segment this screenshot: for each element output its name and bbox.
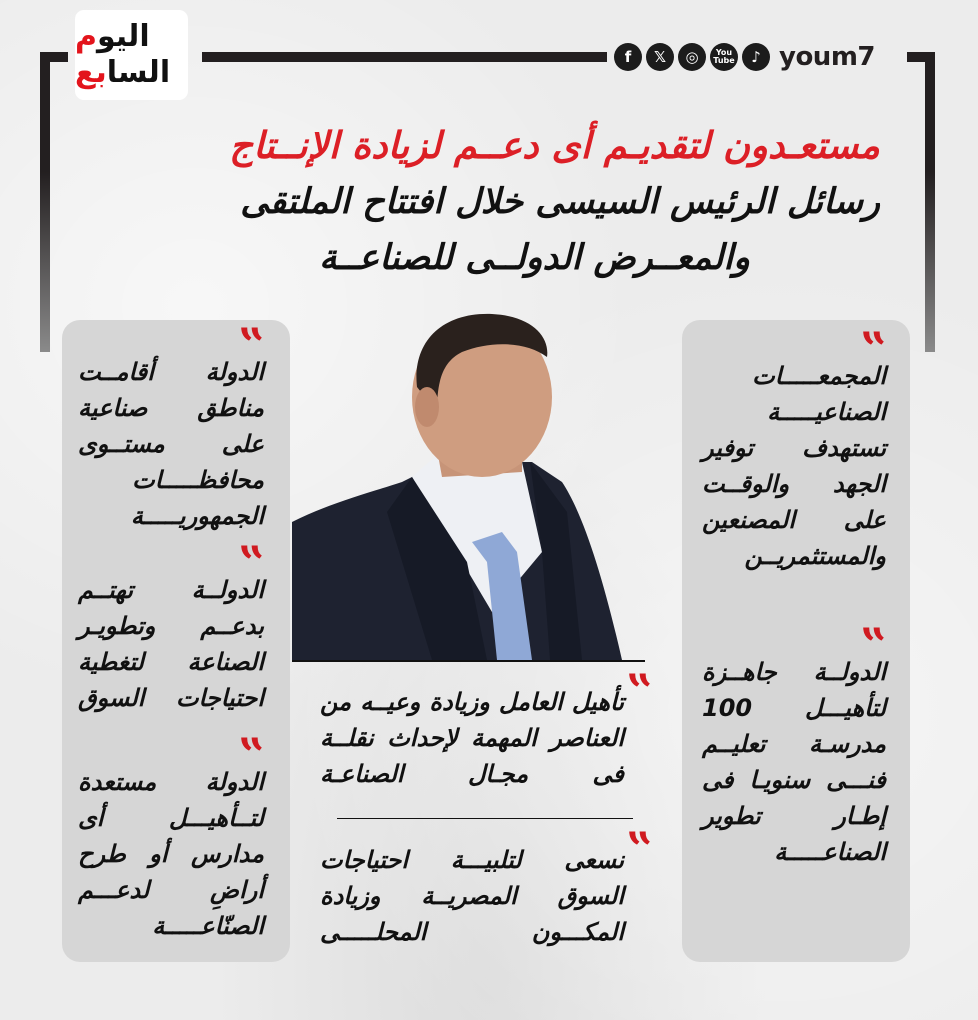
quote-mark-icon: ”	[241, 318, 264, 372]
left-quote-3	[78, 728, 264, 944]
right-quote-2	[702, 618, 886, 870]
quote-mark-icon: ”	[863, 618, 886, 672]
photo-baseline	[292, 660, 645, 662]
facebook-icon[interactable]: f	[614, 43, 642, 71]
quote-text: الدولــة جاهــزة لتأهيـــل 100 مدرسـة تعليــم فنـــى سنويـا فى إطـار تطوير الصناعـــــة	[702, 658, 886, 866]
quote-text: الدولة أقامــت مناطق صناعية على مستــوى محافظـــــات الجمهوريـــــة	[78, 358, 264, 530]
quote-mark-icon: ”	[629, 822, 652, 876]
youm7-logo[interactable]	[75, 10, 188, 100]
right-quote-1	[702, 322, 886, 574]
youtube-icon-bottom: Tube	[713, 56, 735, 65]
left-quote-2	[78, 536, 264, 716]
headline-line-2: والمعــرض الدولــى للصناعــة	[319, 238, 750, 278]
left-quote-1	[78, 318, 264, 534]
quote-text: الدولة مستعدة لتــأهيـــل أى مدارس أو طرح أراضِ لدعـــم الصنّاعـــــة	[78, 768, 264, 940]
quote-mark-icon: ”	[241, 728, 264, 782]
frame-right-line	[925, 52, 935, 352]
quote-text: تأهيل العامل وزيادة وعيــه من العناصر المهمة لإحداث نقلــة فى مجـال الصناعـة	[320, 688, 624, 788]
site-name[interactable]: youm7	[779, 42, 876, 72]
youtube-icon[interactable]	[710, 43, 738, 71]
portrait-photo	[292, 312, 632, 660]
quote-text: نسعى لتلبيـــة احتياجات السوق المصريــة وزيادة المكـــون المحلـــــى	[320, 846, 624, 946]
logo-line-2: السابع	[75, 55, 171, 90]
social-links	[614, 40, 875, 74]
headline-line-1: رسائل الرئيس السيسى خلال افتتاح الملتقى	[240, 182, 880, 222]
quote-mark-icon: ”	[863, 322, 886, 376]
center-quote-1	[320, 664, 652, 792]
quote-text: الدولــة تهتــم بدعــم وتطويـر الصناعة لتغطية احتياجات السوق	[78, 576, 264, 712]
quote-mark-icon: ”	[629, 664, 652, 718]
quote-text: المجمعـــــات الصناعيـــــة تستهدف توفير الجهد والوقــت على المصنعين والمستثمريــن	[702, 362, 886, 570]
logo-line-1: اليوم	[75, 19, 150, 54]
tiktok-icon[interactable]: ♪	[742, 43, 770, 71]
portrait-illustration	[292, 312, 632, 660]
center-quote-2	[320, 822, 652, 950]
x-twitter-icon[interactable]: 𝕏	[646, 43, 674, 71]
instagram-icon[interactable]: ◎	[678, 43, 706, 71]
youtube-icon-top: You	[715, 48, 733, 57]
headline-block	[90, 118, 880, 286]
frame-top-middle	[202, 52, 607, 62]
center-divider	[337, 818, 633, 819]
headline-red: مستعـدون لتقديـم أى دعــم لزيادة الإنــتاج	[229, 124, 880, 167]
quote-mark-icon: ”	[241, 536, 264, 590]
frame-left-line	[40, 52, 50, 352]
